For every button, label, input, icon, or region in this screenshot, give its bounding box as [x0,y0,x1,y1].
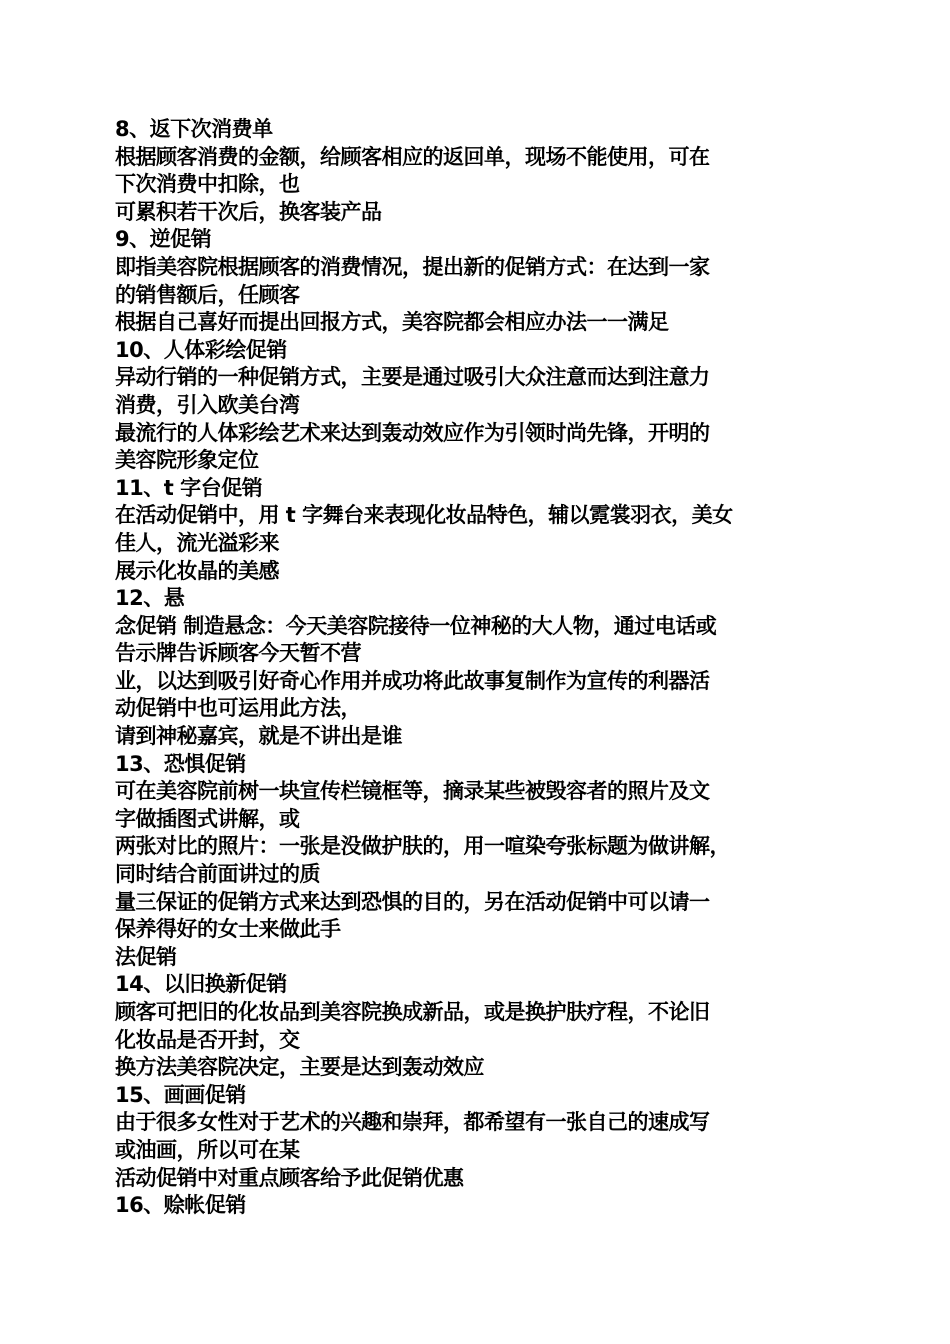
paragraph-line: 的销售额后，任顾客 [115,282,300,307]
paragraph-line: 最流行的人体彩绘艺术来达到轰动效应作为引领时尚先锋，开明的 [115,420,710,445]
heading-14: 14、以旧换新促销 [115,972,287,997]
heading-15: 15、画画促销 [115,1082,246,1107]
paragraph-line: 美容院形象定位 [115,448,259,473]
paragraph-line: 可在美容院前树一块宣传栏镜框等，摘录某些被毁容者的照片及文 [115,779,710,804]
paragraph-line: 量三保证的促销方式来达到恐惧的目的，另在活动促销中可以请一 [115,889,710,914]
paragraph-line: 字做插图式讲解，或 [115,806,300,831]
heading-9: 9、逆促销 [115,227,212,252]
paragraph-line: 异动行销的一种促销方式，主要是通过吸引大众注意而达到注意力 [115,365,710,390]
paragraph-line: 或油画，所以可在某 [115,1137,300,1162]
paragraph-line: 由于很多女性对于艺术的兴趣和崇拜，都希望有一张自己的速成写 [115,1110,710,1135]
document-body [115,116,837,1220]
heading-12: 12、悬 [115,586,185,611]
paragraph-line: 活动促销中对重点顾客给予此促销优惠 [115,1165,464,1190]
paragraph-line: 业，以达到吸引好奇心作用并成功将此故事复制作为宣传的利器活 [115,668,710,693]
paragraph-line: 顾客可把旧的化妆品到美容院换成新品，或是换护肤疗程，不论旧 [115,1000,710,1024]
paragraph-line: 下次消费中扣除，也 [115,172,300,197]
heading-11: 11、t 字台促销 [115,475,263,500]
paragraph-line: 可累积若干次后，换客装产品 [115,199,382,224]
paragraph-line: 化妆品是否开封，交 [115,1027,300,1052]
paragraph-line: 消费，引入欧美台湾 [115,392,300,417]
paragraph-line: 在活动促销中，用 t 字舞台来表现化妆品特色，辅以霓裳羽衣，美女 [115,503,733,528]
paragraph-line: 动促销中也可运用此方法， [115,696,361,721]
heading-13: 13、恐惧促销 [115,751,246,776]
paragraph-line: 法促销 [115,944,177,969]
paragraph-line: 保养得好的女士来做此手 [115,917,341,942]
paragraph-line: 佳人，流光溢彩来 [115,530,279,555]
paragraph-line: 告示牌告诉顾客今天暂不营 [115,641,361,666]
paragraph-line: 即指美容院根据顾客的消费情况，提出新的促销方式：在达到一家 [115,254,710,279]
paragraph-line: 展示化妆晶的美感 [115,558,279,583]
paragraph-line: 根据顾客消费的金额，给顾客相应的返回单，现场不能使用，可在 [115,144,710,169]
paragraph-line: 同时结合前面讲过的质 [115,862,320,887]
heading-16: 16、赊帐促销 [115,1193,246,1218]
paragraph-line: 请到神秘嘉宾，就是不讲出是谁 [115,724,402,749]
paragraph-line: 根据自己喜好而提出回报方式，美容院都会相应办法一一满足 [115,310,669,335]
heading-8: 8、返下次消费单 [115,117,273,141]
paragraph-line: 两张对比的照片：一张是没做护肤的，用一喧染夸张标题为做讲解， [115,834,730,859]
paragraph-line: 换方法美容院决定，主要是达到轰动效应 [115,1055,484,1080]
heading-10: 10、人体彩绘促销 [115,337,287,362]
paragraph-line: 念促销 制造悬念：今天美容院接待一位神秘的大人物，通过电话或 [115,613,717,638]
